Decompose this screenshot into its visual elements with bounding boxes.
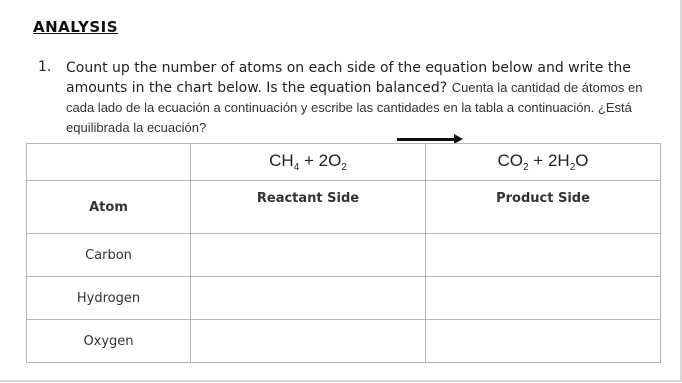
atom-count-table bbox=[26, 143, 661, 363]
table-header-row bbox=[27, 181, 661, 234]
equation-row bbox=[27, 144, 661, 181]
product-count-cell[interactable] bbox=[426, 234, 661, 277]
product-count-cell[interactable] bbox=[426, 277, 661, 320]
product-side-header: Product Side bbox=[426, 181, 661, 234]
products-equation: $CO_2 + 2H_2O$ bbox=[426, 144, 661, 181]
question-number: 1. bbox=[38, 59, 52, 75]
atom-name-cell: Carbon bbox=[27, 234, 191, 277]
reactant-count-cell[interactable] bbox=[191, 320, 426, 363]
section-heading: ANALYSIS bbox=[33, 18, 119, 36]
atom-name-cell: Oxygen bbox=[27, 320, 191, 363]
reactants-equation: $CH_4 + 2O_2$ bbox=[191, 144, 426, 181]
table-row bbox=[27, 277, 661, 320]
reactant-count-cell[interactable] bbox=[191, 234, 426, 277]
atom-header: Atom bbox=[27, 181, 191, 234]
atom-name-cell: Hydrogen bbox=[27, 277, 191, 320]
reactant-count-cell[interactable] bbox=[191, 277, 426, 320]
reactant-side-header: Reactant Side bbox=[191, 181, 426, 234]
table-row bbox=[27, 234, 661, 277]
table-row bbox=[27, 320, 661, 363]
equation-blank-cell bbox=[27, 144, 191, 181]
question-text bbox=[66, 58, 656, 138]
reaction-arrow-icon bbox=[397, 138, 455, 141]
question-text-english: Count up the number of atoms on each side of the equation below and write the amounts in the chart below. Is the equation balanced? bbox=[66, 60, 631, 96]
product-count-cell[interactable] bbox=[426, 320, 661, 363]
question-text-spanish: Cuenta la cantidad de átomos en cada lado de la ecuación a continuación y escribe las cantidades en la tabla a continuación. ¿Está equilibrada la ecuación? bbox=[66, 80, 643, 135]
